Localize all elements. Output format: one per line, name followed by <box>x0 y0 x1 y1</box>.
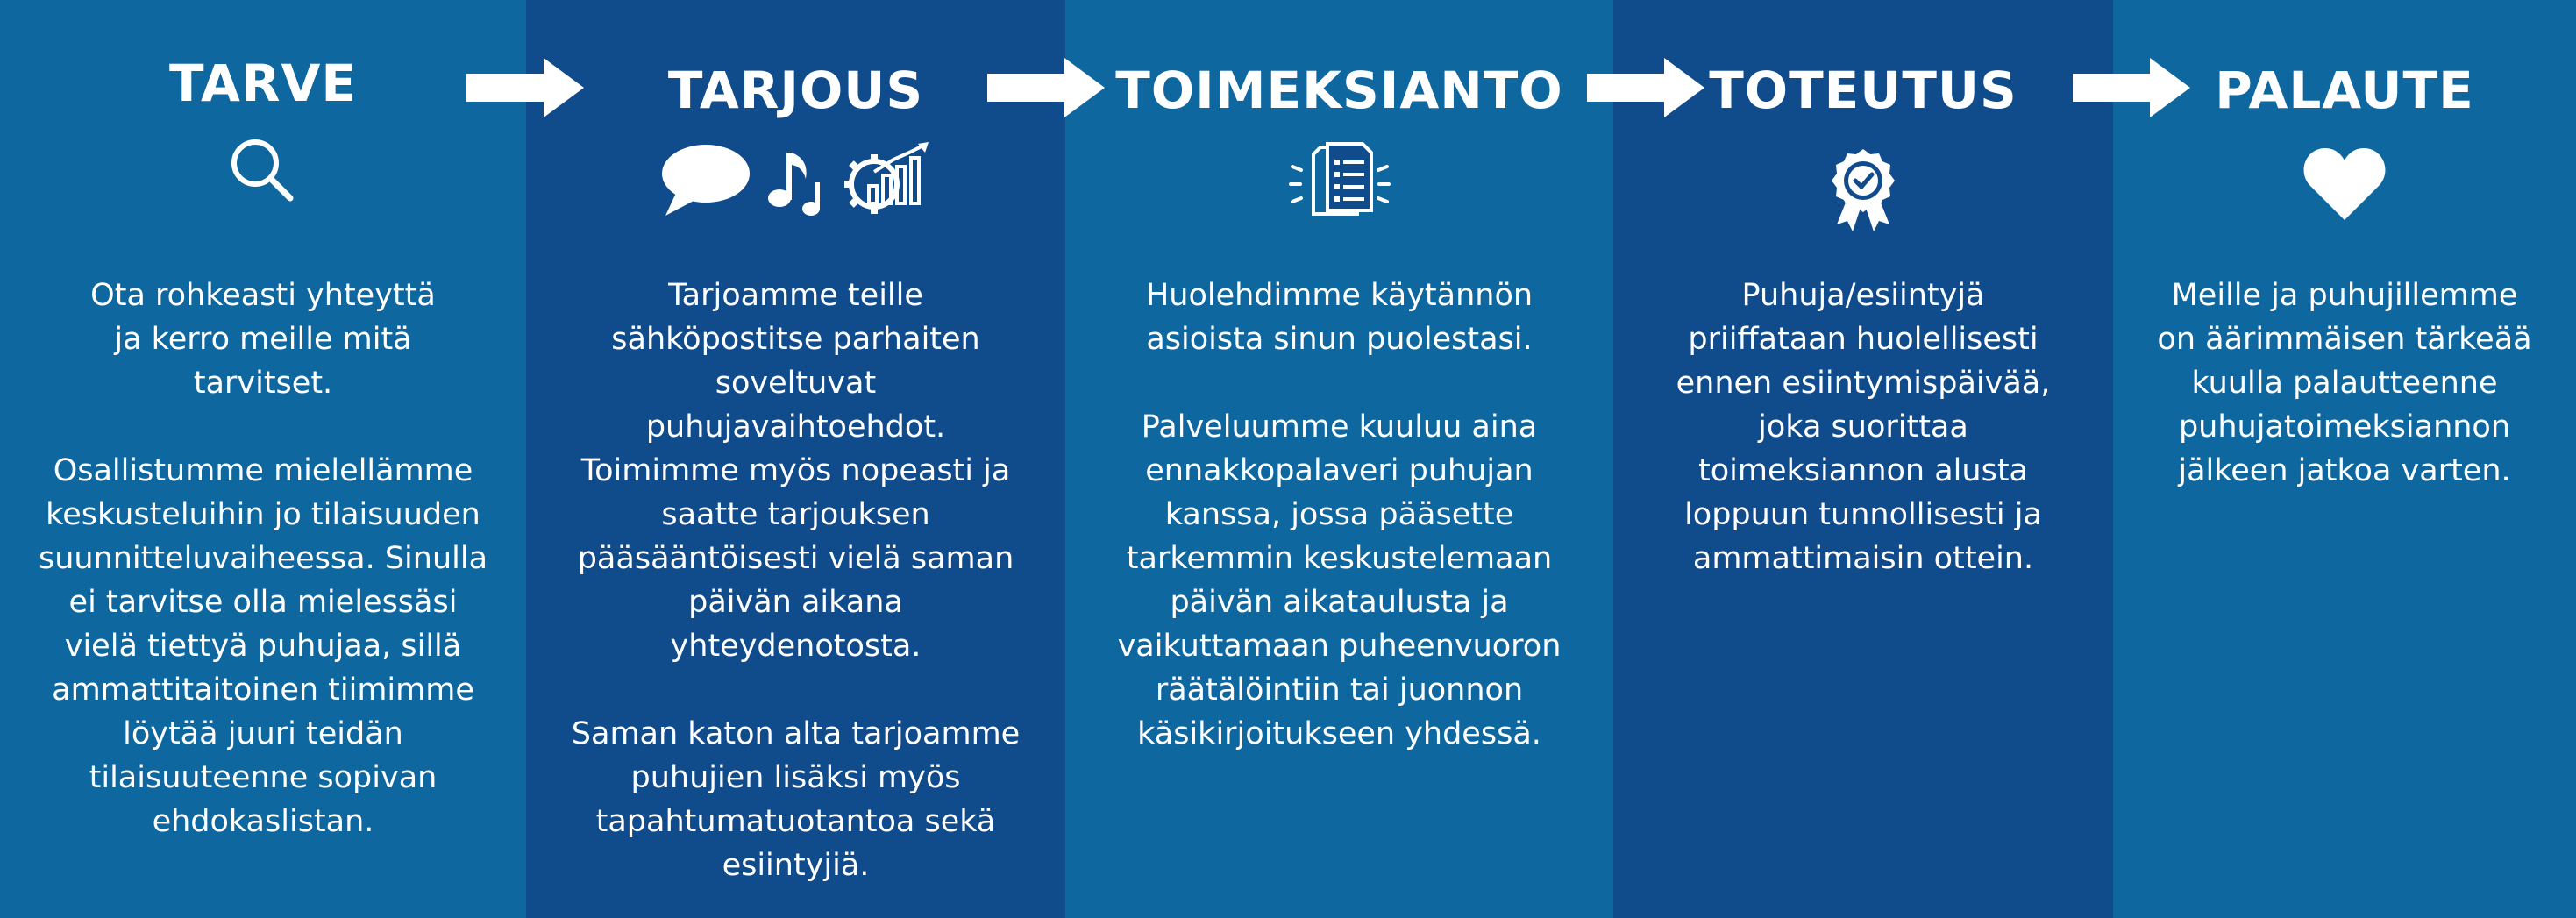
text-line: Osallistumme mielellämme <box>53 453 473 488</box>
text-line: päivän aikana <box>688 585 903 620</box>
step-icons <box>2113 145 2576 224</box>
step-toteutus <box>1613 0 2113 918</box>
text-line: Palveluumme kuuluu aina <box>1141 409 1538 445</box>
step-body <box>538 274 1053 887</box>
text-line: kanssa, jossa pääsette <box>1164 497 1514 532</box>
text-line: jälkeen jatkoa varten. <box>2178 453 2511 488</box>
text-line: Puhuja/esiintyjä <box>1741 278 1985 313</box>
text-line: asioista sinun puolestasi. <box>1146 322 1533 357</box>
paragraph <box>538 712 1053 887</box>
step-tarjous <box>526 0 1065 918</box>
paragraph <box>538 274 1053 668</box>
text-line: soveltuvat <box>715 366 877 401</box>
text-line: ammattitaitoinen tiimimme <box>52 672 474 708</box>
text-line: Toimimme myös nopeasti ja <box>580 453 1011 488</box>
paragraph <box>1626 274 2101 580</box>
step-title: TOIMEKSIANTO <box>1115 60 1563 120</box>
text-line: ennen esiintymispäivää, <box>1676 366 2051 401</box>
speech-bubble-icon <box>657 140 753 219</box>
text-line: Tarjoamme teille <box>668 278 923 313</box>
step-body <box>1078 274 1601 756</box>
text-line: tilaisuuteenne sopivan <box>89 760 438 795</box>
step-title: TARJOUS <box>667 60 924 120</box>
arrow-right-icon <box>463 54 587 121</box>
text-line: suunnitteluvaiheessa. Sinulla <box>38 541 488 576</box>
text-line: saatte tarjouksen <box>661 497 930 532</box>
step-title: PALAUTE <box>2215 60 2474 120</box>
step-tarve <box>0 0 526 918</box>
text-line: käsikirjoitukseen yhdessä. <box>1137 716 1541 751</box>
text-line: tarvitset. <box>193 366 333 401</box>
step-icons <box>526 140 1065 219</box>
step-icons <box>1065 140 1613 219</box>
text-line: Saman katon alta tarjoamme <box>571 716 1021 751</box>
text-line: on äärimmäisen tärkeää <box>2157 322 2532 357</box>
text-line: vaikuttamaan puheenvuoron <box>1117 629 1562 664</box>
text-line: Meille ja puhujillemme <box>2171 278 2518 313</box>
text-line: räätälöintiin tai juonnon <box>1155 672 1524 708</box>
heart-icon <box>2301 145 2388 224</box>
search-icon <box>224 132 302 210</box>
text-line: toimeksiannon alusta <box>1697 453 2028 488</box>
text-line: ennakkopalaveri puhujan <box>1145 453 1534 488</box>
step-palaute <box>2113 0 2576 918</box>
text-line: keskusteluihin jo tilaisuuden <box>46 497 480 532</box>
text-line: sähköpostitse parhaiten <box>611 322 980 357</box>
text-line: tarkemmin keskustelemaan <box>1126 541 1553 576</box>
text-line: priiffataan huolellisesti <box>1688 322 2039 357</box>
step-toimeksianto <box>1065 0 1613 918</box>
step-body <box>2125 274 2564 493</box>
step-icons <box>0 132 526 210</box>
text-line: ja kerro meille mitä <box>114 322 412 357</box>
text-line: esiintyjiä. <box>722 848 870 883</box>
text-line: tapahtumatuotantoa sekä <box>595 804 996 839</box>
text-line: ehdokaslistan. <box>152 804 374 839</box>
text-line: loppuun tunnollisesti ja <box>1684 497 2042 532</box>
step-body <box>12 274 514 843</box>
text-line: ammattimaisin ottein. <box>1692 541 2034 576</box>
text-line: puhujatoimeksiannon <box>2178 409 2511 445</box>
text-line: pääsääntöisesti vielä saman <box>577 541 1014 576</box>
award-badge-icon <box>1828 147 1898 235</box>
gear-chart-icon <box>839 140 936 219</box>
text-line: puhujavaihtoehdot. <box>645 409 946 445</box>
music-note-icon <box>765 140 827 219</box>
text-line: yhteydenotosta. <box>670 629 922 664</box>
checklist-document-icon <box>1287 140 1392 219</box>
paragraph <box>12 449 514 843</box>
paragraph <box>12 274 514 405</box>
step-body <box>1626 274 2101 580</box>
text-line: Ota rohkeasti yhteyttä <box>90 278 436 313</box>
step-title: TOTEUTUS <box>1709 60 2017 120</box>
text-line: Huolehdimme käytännön <box>1145 278 1534 313</box>
paragraph <box>2125 274 2564 493</box>
text-line: löytää juuri teidän <box>123 716 403 751</box>
arrow-right-icon <box>2069 54 2194 121</box>
text-line: kuulla palautteenne <box>2191 366 2498 401</box>
arrow-right-icon <box>984 54 1108 121</box>
arrow-right-icon <box>1583 54 1708 121</box>
step-title: TARVE <box>168 53 358 113</box>
text-line: päivän aikataulusta ja <box>1170 585 1509 620</box>
step-icons <box>1613 147 2113 235</box>
text-line: joka suorittaa <box>1758 409 1968 445</box>
paragraph <box>1078 274 1601 361</box>
text-line: puhujien lisäksi myös <box>630 760 961 795</box>
paragraph <box>1078 405 1601 756</box>
text-line: ei tarvitse olla mielessäsi <box>68 585 458 620</box>
text-line: vielä tiettyä puhujaa, sillä <box>64 629 462 664</box>
